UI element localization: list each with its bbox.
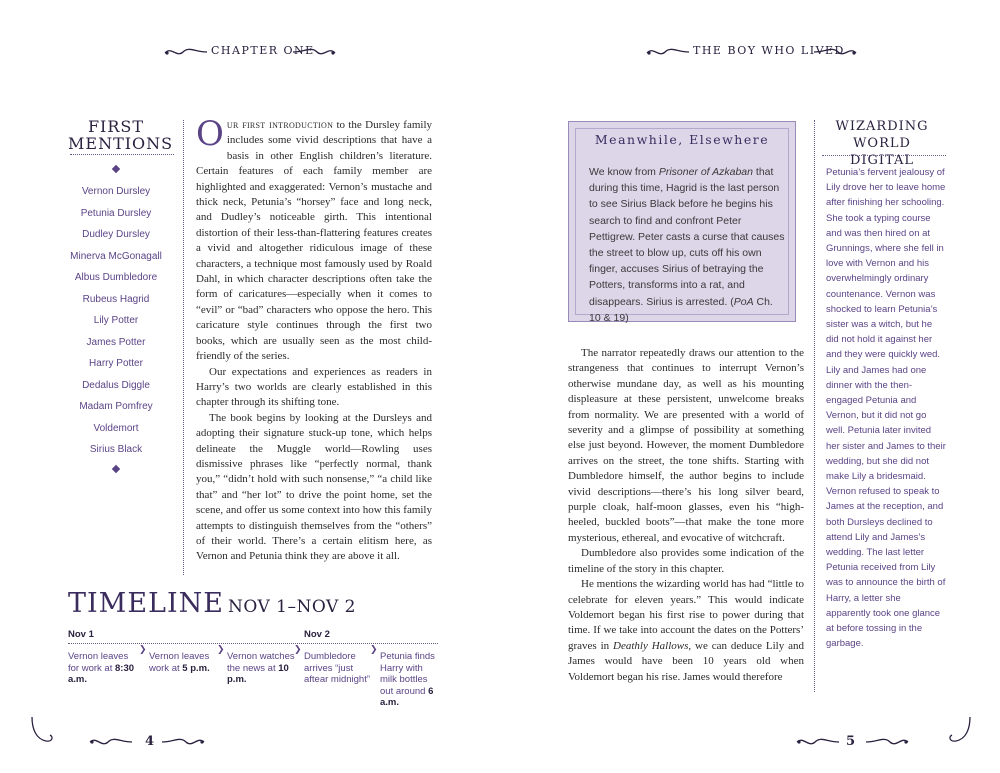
timeline-event-text: Vernon leaves work at: [149, 651, 210, 674]
box-text-part: We know from: [589, 166, 659, 178]
list-item: Lily Potter: [93, 315, 139, 326]
sidebar-box: [568, 121, 796, 322]
paragraph-text: He mentions the wizarding world has had “little to celebrate for eleven years.” This would indicate Voldemort began his first rise to power during that time. If we take into account the dates on the Potters’ graves in: [568, 578, 804, 652]
paragraph-text: to the Dursley family includes some vivid descriptions that have a basis in other English children’s literature. Certain features of each family member are highlighted and exaggerated: Vernon’s mustache and thick neck, Petunia’s “horsey” face and long neck, and Dudley’s noticeable girth. This intentional distortion of their less-than-flattering features creates a vivid and altogether ridiculous image of these characters, a technique most famously used by Roald Dahl, in which character descriptions often take the form of caricatures—especially when it comes to “evil” or “bad” characters who oppose the hero. This caricature style continues through the first two books, which are usually seen as the most child-friendly of the series.: [196, 119, 432, 363]
paragraph: Dumbledore also provides some indication of the timeline of the story in this chapter.: [568, 547, 804, 575]
wizarding-world-title-line2: WORLD DIGITAL: [849, 136, 915, 168]
drop-cap: O: [196, 114, 224, 154]
lead-in: ur first introduction: [226, 119, 334, 131]
chevron-right-icon: ❯: [370, 645, 378, 655]
diamond-icon: [112, 465, 120, 473]
list-item: Madam Pomfrey: [79, 401, 153, 412]
timeline-event: [149, 651, 219, 674]
box-text: [589, 164, 785, 326]
chevron-right-icon: ❯: [139, 645, 147, 655]
flourish-right-ornament: [291, 44, 337, 60]
timeline-event-text: Dumbledore arrives “just aftear midnight”: [304, 651, 371, 685]
timeline-event: [380, 651, 442, 709]
list-item: Dudley Dursley: [82, 229, 150, 240]
running-head-chapter: CHAPTER ONE: [211, 44, 315, 57]
timeline-event-time: 5 p.m.: [182, 662, 210, 674]
timeline-heading: TIMELINE: [68, 588, 224, 619]
timeline-rule: [68, 643, 438, 644]
chevron-right-icon: ❯: [294, 645, 302, 655]
wizarding-world-text: Petunia’s fervent jealousy of Lily drove her to leave home after finishing her schooling. She took a typing course and was then hired on at Grunnings, where she fell in love with Vernon and his overwhelmingly ordinary countenance. Vernon was shocked to learn Petunia’s sister was a witch, but he did not hold it against her and they were quickly wed. Lily and James had one dinner with the then-engaged Petunia and Vernon, but it did not go well. Petunia later invited her sister and James to their wedding, but she did not make Lily a bridesmaid. Vernon refused to speak to James at the reception, and both Dursleys declined to attend Lily and James’s wedding. The last letter Petunia received from Lily was to announce the birth of Harry, a letter she apparently took one glance at before tossing in the garbage.: [826, 167, 946, 650]
first-mentions-list: [60, 181, 172, 461]
flourish-left-ornament: [88, 735, 134, 749]
timeline-event-text: Vernon leaves for work at: [68, 651, 129, 674]
timeline-event-text: Vernon watches the news at: [227, 651, 295, 674]
first-mentions-title-line2: MENTIONS: [68, 134, 174, 153]
list-item: Sirius Black: [89, 444, 143, 455]
corner-swirl-ornament: [28, 715, 58, 747]
flourish-right-ornament: [864, 735, 910, 749]
first-mentions-title-line1: FIRST: [87, 117, 145, 136]
paragraph-text: , we can deduce Lily and James would have been 10 years old when Voldemort began his rise. James would therefore: [568, 639, 805, 683]
list-item: Rubeus Hagrid: [82, 293, 150, 305]
diamond-icon: [112, 165, 120, 173]
flourish-left-ornament: [795, 735, 841, 749]
paragraph: Our expectations and experiences as readers in Harry’s two worlds are clearly established in this chapter through its shifting tone.: [196, 365, 432, 409]
first-mentions-title: [68, 117, 174, 153]
list-item: Voldemort: [93, 422, 139, 434]
column-divider: [183, 120, 184, 575]
corner-swirl-ornament: [944, 715, 974, 747]
list-item: Dedalus Diggle: [82, 379, 150, 391]
list-item: James Potter: [86, 336, 146, 348]
timeline-title: [68, 588, 356, 619]
column-divider: [814, 120, 815, 692]
timeline-event-time: 10 p.m.: [227, 662, 289, 685]
citation-text: Ch. 10 & 19): [589, 295, 773, 324]
body-text-right: [568, 346, 804, 685]
list-item: Albus Dumbledore: [74, 272, 158, 283]
flourish-right-ornament: [160, 735, 206, 749]
timeline-date: Nov 2: [304, 629, 330, 640]
flourish-right-ornament: [812, 44, 858, 60]
timeline-event: [304, 651, 372, 686]
body-text-left: [196, 114, 432, 565]
timeline-event: [68, 651, 140, 686]
wizarding-world-title: [822, 118, 942, 169]
paragraph: [196, 114, 432, 365]
timeline-event-time: 8:30 a.m.: [68, 662, 135, 685]
box-title: Meanwhile, Elsewhere: [594, 132, 770, 147]
timeline-date: Nov 1: [68, 629, 94, 640]
flourish-left-ornament: [163, 44, 209, 60]
paragraph: The book begins by looking at the Dursleys and adopting their signature stuck-up tone, which helps delineate the Muggle world—Rowling uses dismissive phrases like “perfectly normal, thank you,” “didn’t hold with such nonsense,” “a child like that” and “her lot” to drive the point home, set the scene, and offer us some context into how this family attempts to distinguish themselves from the “others” of their world. There’s a certain elitism here, as Vernon and Petunia think they are above it all.: [196, 411, 432, 563]
paragraph: [568, 577, 804, 685]
timeline-event-time: 6 a.m.: [380, 685, 434, 708]
box-text-part: that during this time, Hagrid is the last person to see Sirius Black before he begins his search to find and confront Peter Pettigrew. Peter casts a curse that causes the street to blow up, cuts off his own finger, accuses Sirius of betraying the Potters, transforms into a rat, and disappears. Sirius is arrested. (: [589, 166, 785, 308]
flourish-left-ornament: [645, 44, 691, 60]
list-item: Harry Potter: [89, 358, 143, 369]
chevron-right-icon: ❯: [217, 645, 225, 655]
timeline-event: [227, 651, 295, 686]
running-head-title: THE BOY WHO LIVED: [693, 44, 845, 57]
list-item: Petunia Dursley: [80, 207, 152, 219]
sidebar-divider: [822, 155, 946, 156]
page-number: 4: [145, 734, 155, 749]
book-title: Deathly Hallows: [613, 639, 689, 652]
page-number: 5: [846, 734, 856, 749]
sidebar-divider: [70, 154, 174, 155]
list-item: Vernon Dursley: [81, 186, 151, 197]
timeline-range: NOV 1–NOV 2: [227, 597, 356, 617]
list-item: Minerva McGonagall: [70, 250, 162, 262]
timeline-event-text: Petunia finds Harry with milk bottles out around: [380, 651, 435, 697]
citation-abbrev: PoA: [733, 295, 754, 308]
paragraph: The narrator repeatedly draws our attention to the strangeness that continues to interrupt Vernon’s otherwise mundane day, as well as his mounting displeasure at these persistent, unwelcome breaks from normality. We are presented with a world of severity and a glimpse of possibility at something else just beyond. However, the moment Dumbledore arrives on the street, the tone shifts. Starting with Dumbledore himself, the author begins to include vivid descriptions—there’s his long silver beard, purple cloak, half-moon glasses, even his “high-heeled, buckled boots”—that make the tone more mysterious, ethereal, and evocative of witchcraft.: [568, 347, 804, 544]
book-title: Prisoner of Azkaban: [658, 166, 753, 178]
wizarding-world-title-line1: WIZARDING: [835, 119, 929, 134]
